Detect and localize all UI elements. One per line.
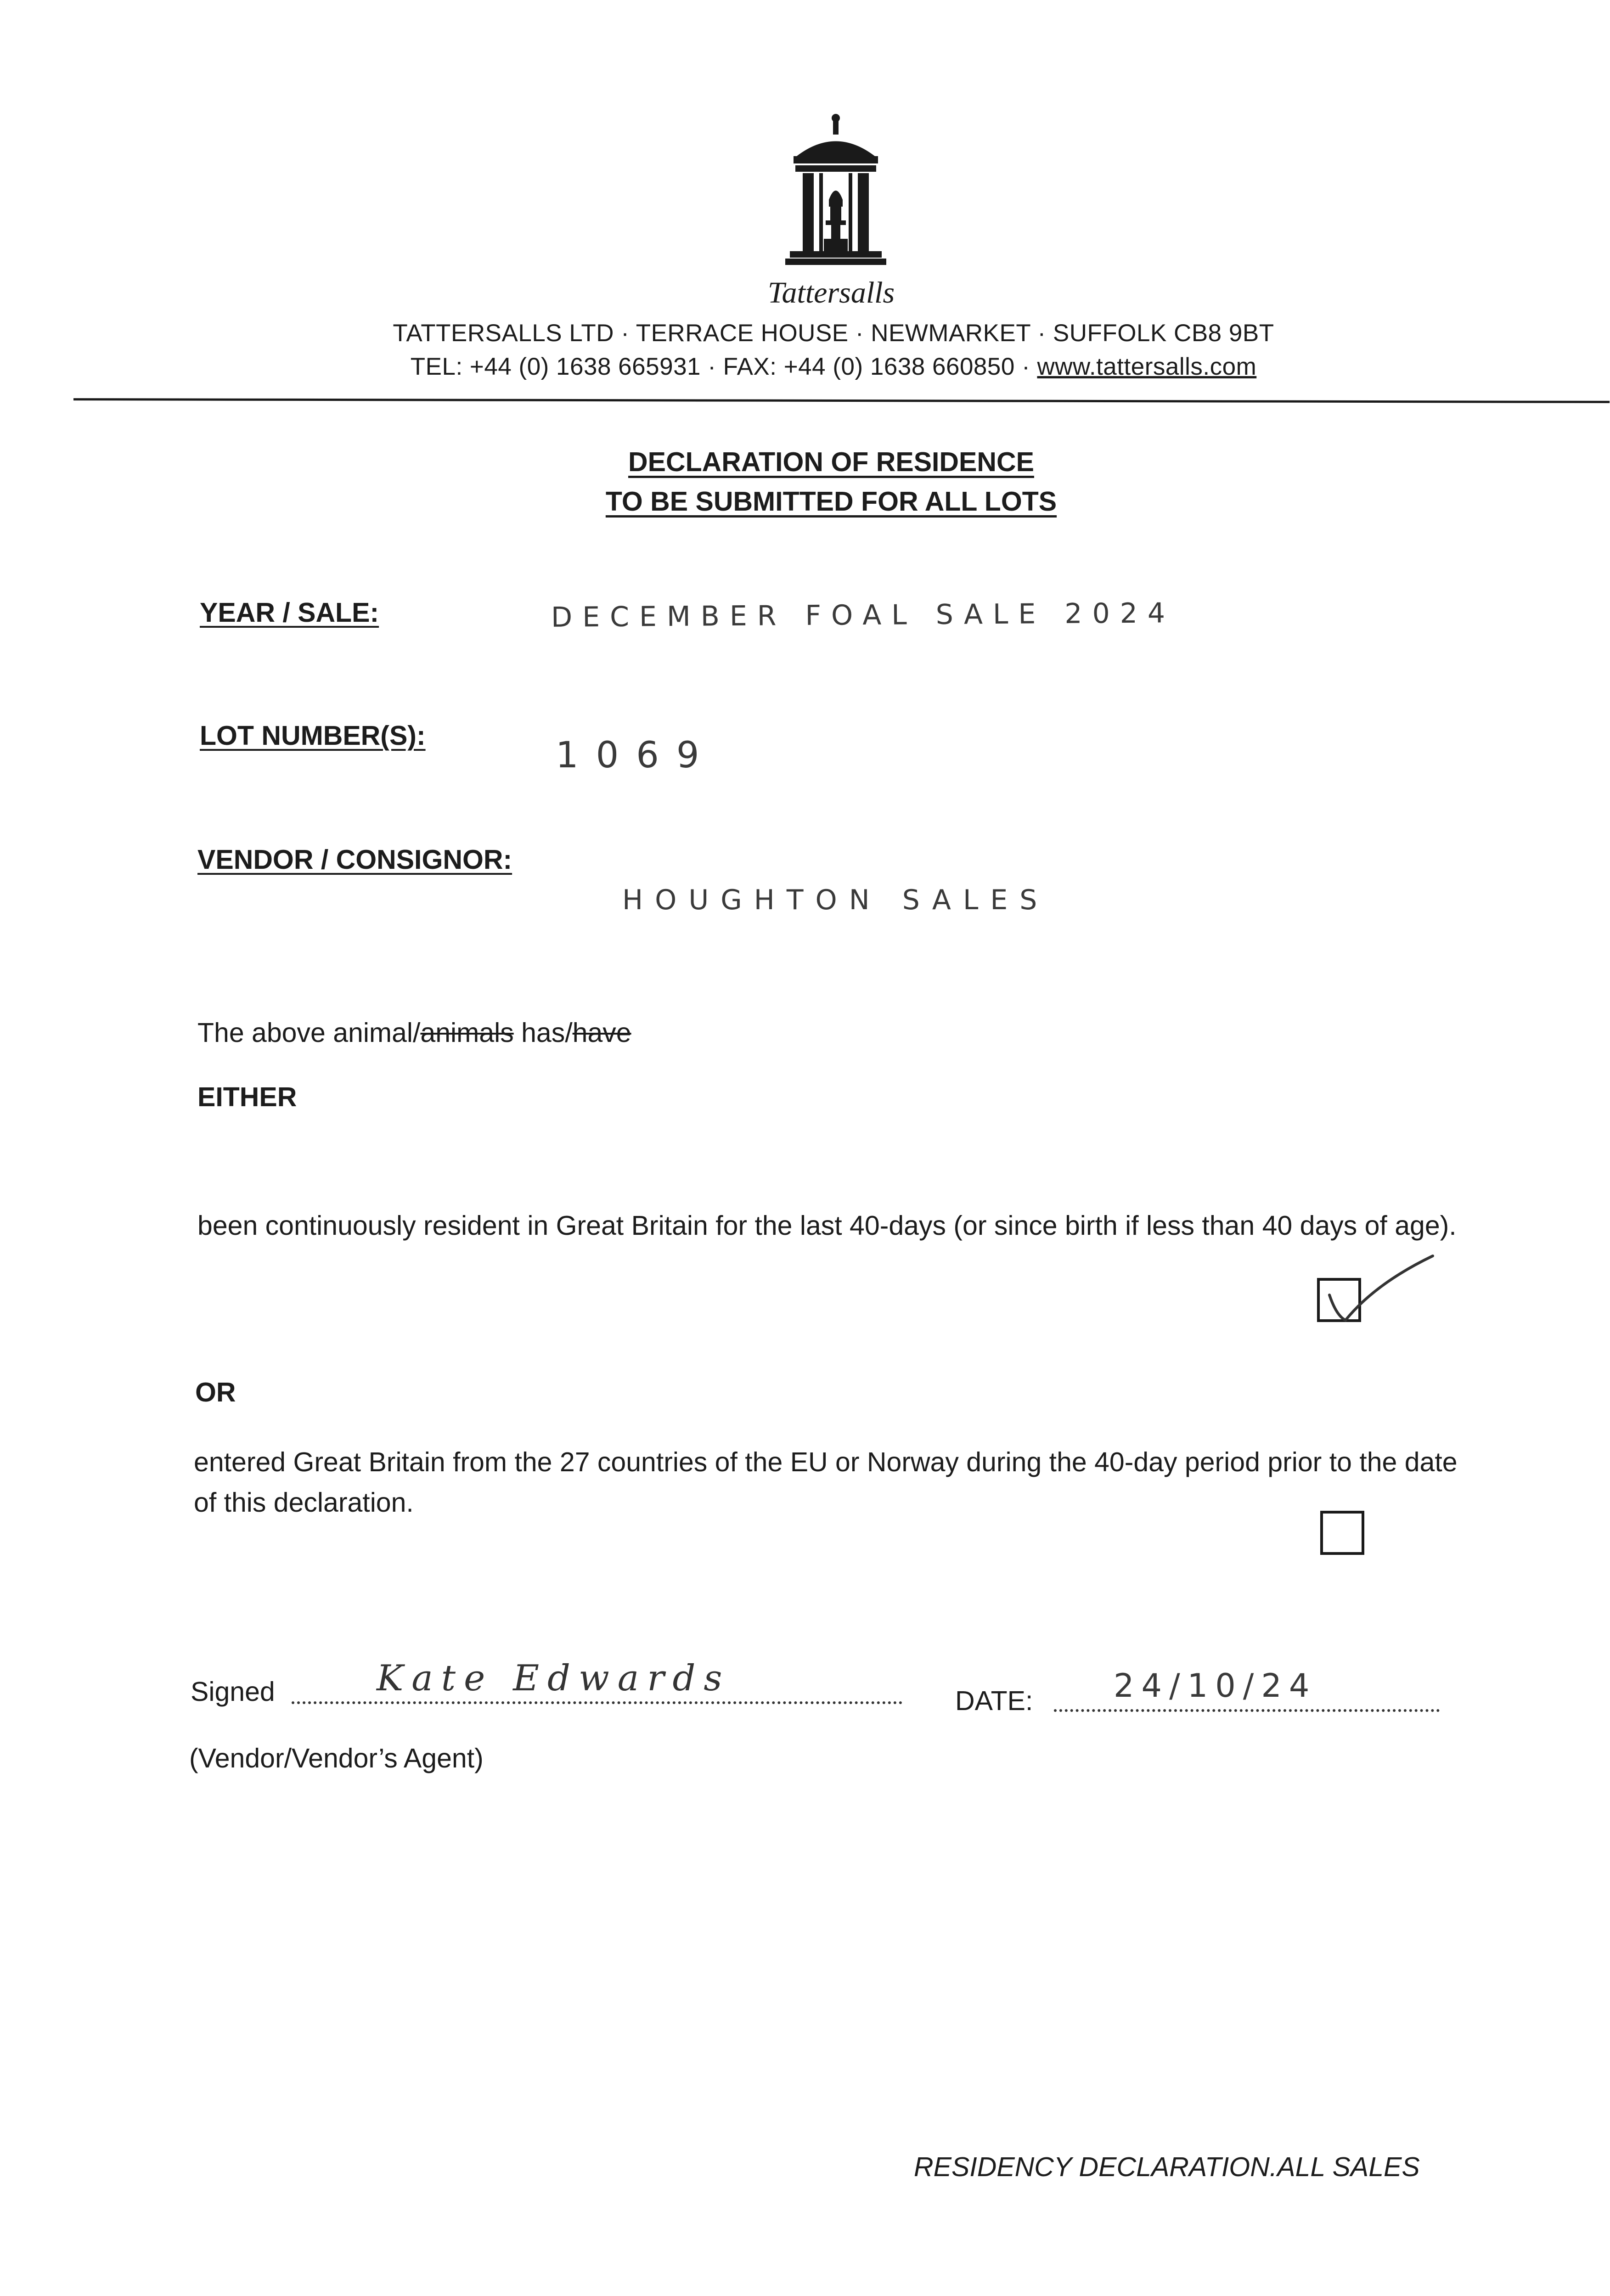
date-value[interactable]: 24/10/24 <box>1114 1667 1317 1705</box>
brand-name: Tattersalls <box>767 276 895 310</box>
signature-line <box>292 1701 902 1704</box>
signature-value[interactable]: Kate Edwards <box>377 1658 731 1699</box>
website-link[interactable]: www.tattersalls.com <box>1037 353 1257 380</box>
footer-reference: RESIDENCY DECLARATION.ALL SALES <box>914 2152 1420 2182</box>
option-resident-text: been continuously resident in Great Britain for the last 40-days (or since birth if less than 40 days of age). <box>197 1210 1457 1241</box>
lot-number-value[interactable]: 1069 <box>556 735 717 776</box>
lot-number-label: LOT NUMBER(S): <box>200 720 426 751</box>
vendor-consignor-value[interactable]: HOUGHTON SALES <box>622 884 1049 916</box>
year-sale-label: YEAR / SALE: <box>200 597 379 628</box>
struck-have: have <box>572 1018 631 1048</box>
option-entered-text: entered Great Britain from the 27 countries of the EU or Norway during the 40-day period prior to the date of this declaration. <box>194 1447 1458 1518</box>
option-entered-checkbox[interactable] <box>1320 1511 1364 1555</box>
check-mark-icon <box>1320 1247 1440 1329</box>
or-heading: OR <box>195 1377 236 1407</box>
statement-intro <box>197 1013 631 1053</box>
date-line <box>1054 1709 1440 1712</box>
either-heading: EITHER <box>197 1082 297 1112</box>
struck-animals: animals <box>420 1018 514 1048</box>
signed-label: Signed <box>191 1677 275 1707</box>
header-divider <box>73 398 1610 403</box>
intro-text-b: has/ <box>513 1018 573 1048</box>
company-contact <box>321 353 1345 381</box>
tattersalls-logo <box>785 113 886 273</box>
vendor-consignor-label: VENDOR / CONSIGNOR: <box>197 844 512 875</box>
document-title: DECLARATION OF RESIDENCE <box>628 447 1034 477</box>
intro-text-a: The above animal/ <box>197 1018 421 1048</box>
signer-role: (Vendor/Vendor’s Agent) <box>189 1743 484 1773</box>
year-sale-value[interactable]: DECEMBER FOAL SALE 2024 <box>551 597 1176 634</box>
contact-numbers: TEL: +44 (0) 1638 665931 · FAX: +44 (0) 1638 660850 · <box>410 353 1037 380</box>
company-address: TATTERSALLS LTD · TERRACE HOUSE · NEWMARKET · SUFFOLK CB8 9BT <box>393 320 1274 347</box>
date-label: DATE: <box>955 1686 1033 1716</box>
document-subtitle: TO BE SUBMITTED FOR ALL LOTS <box>605 486 1057 517</box>
